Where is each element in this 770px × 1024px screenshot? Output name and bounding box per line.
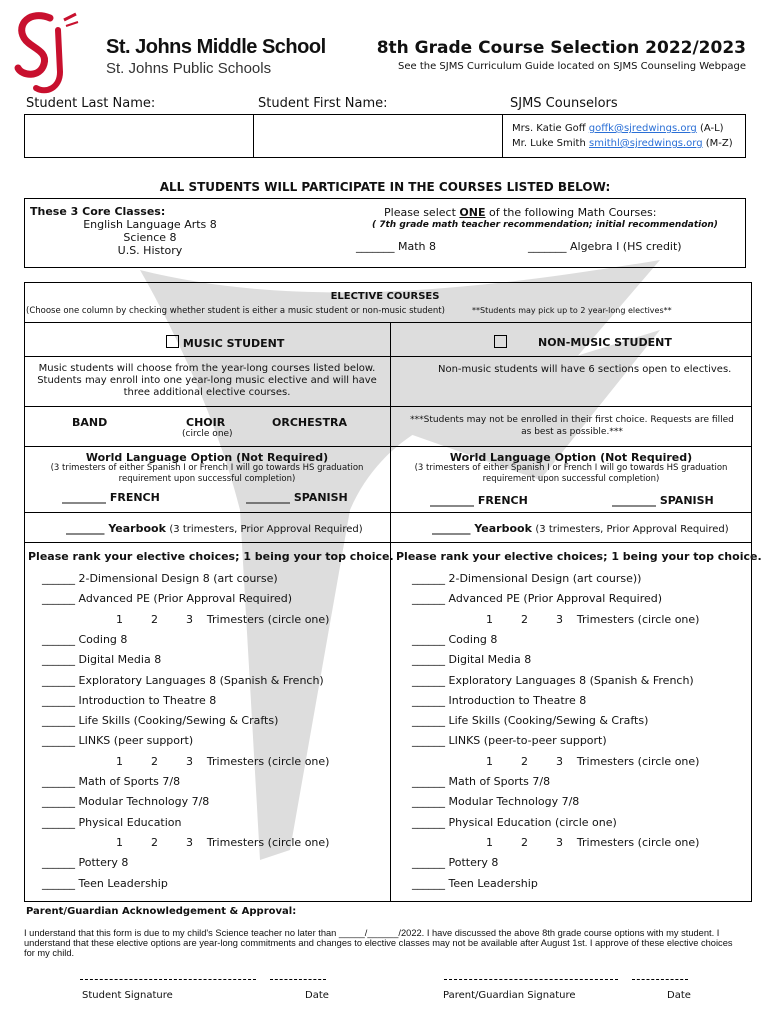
music-header-divider [24, 356, 752, 357]
parent-signature-line[interactable] [444, 979, 618, 980]
yearbook-left-label: _______ Yearbook [66, 522, 166, 535]
left-elective-item[interactable]: ______ LINKS (peer support) [42, 734, 194, 747]
left-trimester-choice[interactable]: 1 2 3 Trimesters (circle one) [116, 755, 330, 768]
music-description: Music students will choose from the year-long courses listed below. Students may enroll into one year-long music elective and will have three additional elective courses. [37, 363, 377, 398]
band-top-line [24, 406, 752, 407]
spanish-right[interactable]: ________ SPANISH [612, 494, 714, 507]
right-elective-item[interactable]: ______ Physical Education (circle one) [412, 816, 617, 829]
first-name-label: Student First Name: [258, 96, 388, 111]
music-student-option[interactable] [166, 335, 284, 350]
core-item-ela: English Language Arts 8 [83, 218, 217, 231]
counselor-2-name: Mr. Luke Smith [512, 138, 586, 149]
rank-heading-left: Please rank your elective choices; 1 being your top choice. [28, 550, 394, 563]
music-student-checkbox[interactable] [166, 335, 179, 348]
world-lang-note-left: (3 trimesters of either Spanish I or French I will go towards HS graduation requirement upon successful completion) [50, 463, 364, 484]
math-8-option[interactable]: _______ Math 8 [356, 240, 437, 253]
world-lang-title-left: World Language Option (Not Required) [85, 451, 329, 464]
right-trimester-choice[interactable]: 1 2 3 Trimesters (circle one) [486, 836, 700, 849]
student-signature-line[interactable] [80, 979, 256, 980]
date-label-2: Date [667, 990, 691, 1001]
right-elective-item[interactable]: ______ Digital Media 8 [412, 653, 532, 666]
non-music-student-label: NON-MUSIC STUDENT [538, 336, 672, 349]
left-elective-item[interactable]: ______ Digital Media 8 [42, 653, 162, 666]
rank-heading-right: Please rank your elective choices; 1 being your top choice. [396, 550, 762, 563]
french-left[interactable]: ________ FRENCH [62, 491, 160, 504]
core-item-science: Science 8 [123, 231, 177, 244]
counselor-2-range: (M-Z) [705, 138, 733, 149]
right-elective-item[interactable]: ______ Exploratory Languages 8 (Spanish & French) [412, 674, 694, 687]
electives-instructions: (Choose one column by checking whether student is either a music student or non-music student) [26, 306, 445, 316]
left-elective-item[interactable]: ______ Physical Education [42, 816, 182, 829]
pickup-note: **Students may pick up to 2 year-long electives** [472, 306, 672, 315]
counselor-1-range: (A-L) [699, 123, 724, 134]
counselor-1 [512, 123, 724, 134]
school-name: St. Johns Middle School [106, 36, 326, 58]
left-trimester-choice[interactable]: 1 2 3 Trimesters (circle one) [116, 613, 330, 626]
algebra-option[interactable]: _______ Algebra I (HS credit) [528, 240, 682, 253]
electives-title: ELECTIVE COURSES [330, 291, 440, 302]
choir-note: (circle one) [182, 429, 233, 439]
right-elective-item[interactable]: ______ Coding 8 [412, 633, 498, 646]
last-name-label: Student Last Name: [26, 96, 156, 111]
counselor-1-name: Mrs. Katie Goff [512, 123, 586, 134]
yearbook-right[interactable] [432, 522, 729, 535]
non-music-description: Non-music students will have 6 sections open to electives. [438, 364, 732, 375]
world-lang-note-right: (3 trimesters of either Spanish I or French I will go towards HS graduation requirement upon successful completion) [414, 463, 728, 484]
core-heading: These 3 Core Classes: [30, 205, 166, 218]
district-name: St. Johns Public Schools [106, 60, 272, 77]
left-elective-item[interactable]: ______ Life Skills (Cooking/Sewing & Crafts) [42, 714, 279, 727]
band-option[interactable]: BAND [72, 416, 108, 429]
first-choice-note: ***Students may not be enrolled in their first choice. Requests are filled as best as possible.*** [410, 415, 734, 437]
electives-top-divider [24, 322, 752, 323]
right-elective-item[interactable]: ______ Math of Sports 7/8 [412, 775, 551, 788]
form-title: 8th Grade Course Selection 2022/2023 [376, 38, 746, 58]
left-elective-item[interactable]: ______ Teen Leadership [42, 877, 168, 890]
math-prompt-one: ONE [459, 206, 486, 219]
counselor-2 [512, 138, 733, 149]
choir-option[interactable]: CHOIR [186, 416, 226, 429]
left-elective-item[interactable]: ______ Math of Sports 7/8 [42, 775, 181, 788]
yearbook-left-note: (3 trimesters, Prior Approval Required) [169, 524, 363, 535]
french-right[interactable]: ________ FRENCH [430, 494, 528, 507]
core-item-history: U.S. History [117, 244, 183, 257]
right-trimester-choice[interactable]: 1 2 3 Trimesters (circle one) [486, 613, 700, 626]
date-label-1: Date [305, 990, 329, 1001]
right-elective-item[interactable]: ______ LINKS (peer-to-peer support) [412, 734, 607, 747]
form-subtitle: See the SJMS Curriculum Guide located on SJMS Counseling Webpage [398, 61, 746, 72]
right-elective-item[interactable]: ______ Modular Technology 7/8 [412, 795, 580, 808]
counselor-1-email-link[interactable]: goffk@sjredwings.org [588, 123, 697, 134]
yearbook-right-note: (3 trimesters, Prior Approval Required) [535, 524, 729, 535]
left-elective-item[interactable]: ______ Modular Technology 7/8 [42, 795, 210, 808]
student-signature-label: Student Signature [82, 990, 173, 1001]
right-elective-item[interactable]: ______ Pottery 8 [412, 856, 499, 869]
music-student-label: MUSIC STUDENT [182, 337, 285, 350]
acknowledgement-text: I understand that this form is due to my child's Science teacher no later than _____/______/2022. I have discussed the above 8th grade course options with my student. I understand that these elective options are year-long commitments and changes to elective classes may not be available after August 1st. I approve of these elective choices for my child. [24, 928, 733, 958]
left-elective-item[interactable]: ______ Pottery 8 [42, 856, 129, 869]
yearbook-left[interactable] [66, 522, 363, 535]
all-students-banner: ALL STUDENTS WILL PARTICIPATE IN THE COURSES LISTED BELOW: [159, 180, 611, 194]
world-lang-top-line [24, 446, 752, 447]
rank-top-line [24, 542, 752, 543]
math-prompt-post: of the following Math Courses: [488, 206, 657, 219]
right-elective-item[interactable]: ______ Teen Leadership [412, 877, 538, 890]
left-elective-item[interactable]: ______ Advanced PE (Prior Approval Required) [42, 592, 293, 605]
spanish-left[interactable]: ________ SPANISH [246, 491, 348, 504]
left-elective-item[interactable]: ______ Exploratory Languages 8 (Spanish & French) [42, 674, 324, 687]
yearbook-right-label: _______ Yearbook [432, 522, 532, 535]
last-name-field[interactable] [24, 114, 254, 158]
right-elective-item[interactable]: ______ Advanced PE (Prior Approval Required) [412, 592, 663, 605]
non-music-student-checkbox[interactable] [494, 335, 507, 348]
column-divider [390, 322, 391, 902]
right-elective-item[interactable]: ______ Life Skills (Cooking/Sewing & Crafts) [412, 714, 649, 727]
date-line-2[interactable] [632, 979, 688, 980]
counselors-label: SJMS Counselors [510, 96, 618, 111]
right-elective-item[interactable]: ______ Introduction to Theatre 8 [412, 694, 587, 707]
first-name-field[interactable] [253, 114, 503, 158]
parent-signature-label: Parent/Guardian Signature [443, 990, 576, 1001]
counselor-2-email-link[interactable]: smithl@sjredwings.org [589, 138, 703, 149]
school-logo-icon [10, 10, 80, 100]
math-prompt-pre: Please select [384, 206, 456, 219]
left-elective-item[interactable]: ______ 2-Dimensional Design 8 (art course) [42, 572, 278, 585]
date-line-1[interactable] [270, 979, 326, 980]
right-trimester-choice[interactable]: 1 2 3 Trimesters (circle one) [486, 755, 700, 768]
yearbook-top-line [24, 512, 752, 513]
math-note: ( 7th grade math teacher recommendation; initial recommendation) [372, 220, 718, 230]
world-lang-title-right: World Language Option (Not Required) [449, 451, 693, 464]
math-prompt [384, 206, 656, 219]
left-elective-item[interactable]: ______ Introduction to Theatre 8 [42, 694, 217, 707]
left-trimester-choice[interactable]: 1 2 3 Trimesters (circle one) [116, 836, 330, 849]
right-elective-item[interactable]: ______ 2-Dimensional Design (art course)) [412, 572, 642, 585]
left-elective-item[interactable]: ______ Coding 8 [42, 633, 128, 646]
counselors-box [502, 114, 746, 158]
acknowledgement-title: Parent/Guardian Acknowledgement & Approval: [26, 906, 297, 917]
orchestra-option[interactable]: ORCHESTRA [272, 416, 348, 429]
